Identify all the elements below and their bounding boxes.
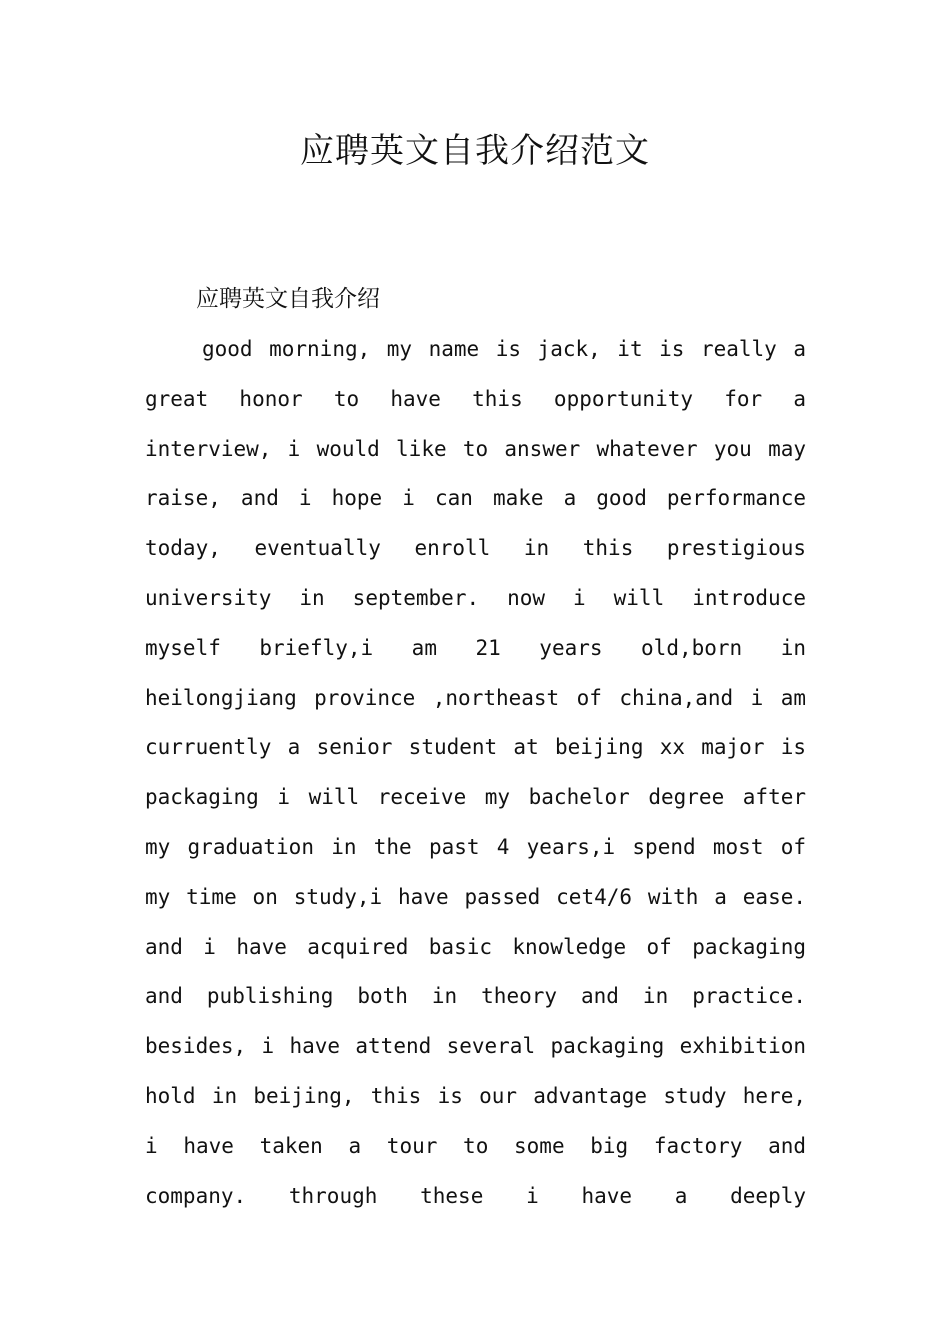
body-paragraph <box>145 325 806 1221</box>
paragraph-line: today, eventually enroll in this prestigious <box>145 536 806 561</box>
paragraph-line: besides, i have attend several packaging exhibition <box>145 1034 806 1059</box>
paragraph-line: great honor to have this opportunity for a <box>145 386 806 411</box>
paragraph-line: my graduation in the past 4 years,i spend most of <box>145 834 806 859</box>
paragraph-line: heilongjiang province ,northeast of china,and i am <box>145 685 806 710</box>
paragraph-line: curruently a senior student at beijing xx major is <box>145 735 806 760</box>
page-title: 应聘英文自我介绍范文 <box>300 131 650 171</box>
paragraph-line: packaging i will receive my bachelor degree after <box>145 785 806 810</box>
paragraph-line: hold in beijing, this is our advantage study here, <box>145 1083 806 1108</box>
paragraph-line: good morning, my name is jack, it is really a <box>202 337 806 361</box>
paragraph-line: raise, and i hope i can make a good performance <box>145 486 806 511</box>
paragraph-line: myself briefly,i am 21 years old,born in <box>145 635 806 660</box>
paragraph-line: and publishing both in theory and in practice. <box>145 984 806 1009</box>
paragraph-line: interview, i would like to answer whatever you may <box>145 436 806 461</box>
paragraph-line: university in september. now i will introduce <box>145 585 806 610</box>
section-heading: 应聘英文自我介绍 <box>196 286 380 312</box>
paragraph-line: and i have acquired basic knowledge of packaging <box>145 934 806 959</box>
paragraph-line: my time on study,i have passed cet4/6 with a ease. <box>145 884 806 909</box>
paragraph-line: company. through these i have a deeply <box>145 1183 806 1208</box>
paragraph-line: i have taken a tour to some big factory and <box>145 1133 806 1158</box>
